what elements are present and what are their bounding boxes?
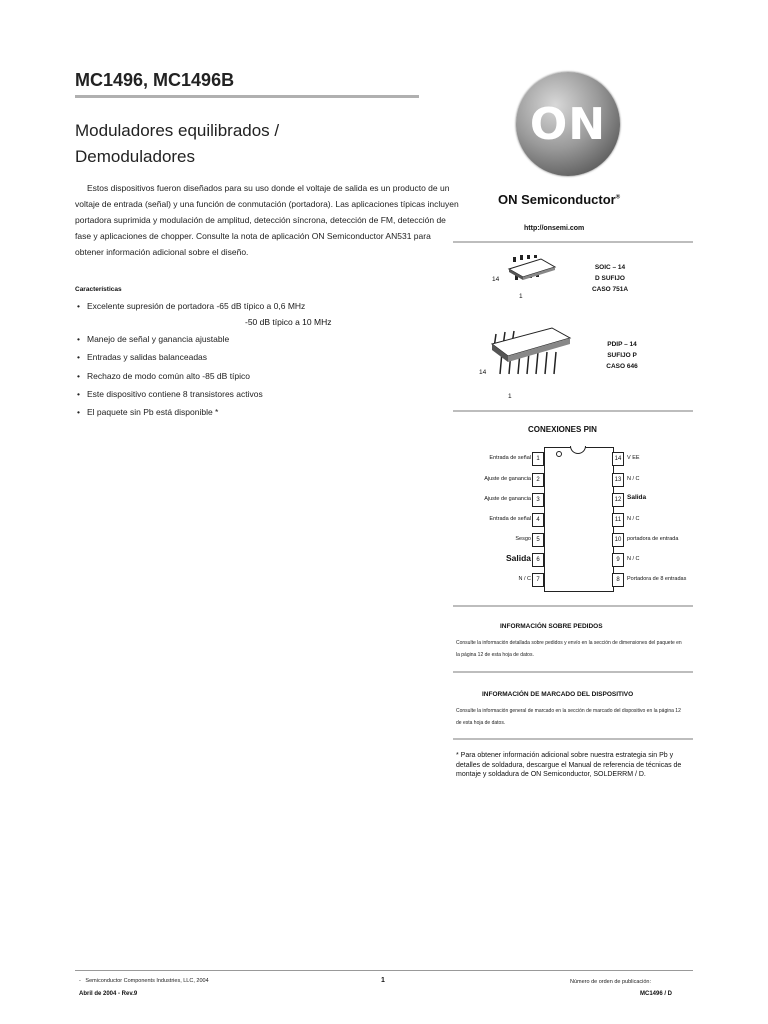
feature-item: • Excelente supresión de portadora -65 dB típico a 0,6 MHz	[77, 301, 306, 311]
page-number: 1	[381, 977, 385, 984]
pin-number-right: 11	[612, 513, 624, 527]
title-rule	[75, 95, 419, 98]
document-title: MC1496, MC1496B	[75, 70, 235, 90]
pdip-package-icon	[488, 322, 574, 384]
pin-label-left: Salida	[505, 553, 531, 563]
soic-package-icon	[505, 255, 565, 285]
pin-number-right: 8	[612, 573, 624, 587]
feature-item: • Rechazo de modo común alto -85 dB típico	[77, 371, 251, 381]
heading-line-2: Demoduladores	[75, 147, 196, 166]
feature-continuation: -50 dB típico a 10 MHz	[245, 317, 332, 327]
logo-text: ON	[529, 98, 607, 150]
pdip-label: PDIP – 14 SUFIJO P CASO 646	[606, 341, 638, 370]
ordering-info-text: Consulte la información detallada sobre pedidos y envío en la sección de dimensiones del paquete en la página 12 de esta hoja de datos.	[456, 640, 682, 658]
pin1-indicator	[556, 451, 562, 457]
pin-label-right: N / C	[627, 516, 640, 522]
footer-rule	[75, 970, 693, 971]
pin-number-right: 12	[612, 493, 624, 507]
pin-number-left: 2	[532, 473, 544, 487]
divider	[453, 410, 693, 412]
pin-number-right: 14	[612, 452, 624, 466]
ordering-info-title: INFORMACIÓN SOBRE PEDIDOS	[500, 623, 603, 630]
pin-label-left: N / C	[518, 576, 531, 582]
pin-number-right: 10	[612, 533, 624, 547]
feature-item: • Este dispositivo contiene 8 transistores activos	[77, 389, 263, 399]
pdip-pin-14: 14	[479, 369, 487, 376]
footer-date: Abril de 2004 - Rev.9	[79, 991, 138, 997]
order-number-label: Número de orden de publicación:	[570, 979, 652, 985]
intro-paragraph: Estos dispositivos fueron diseñados para su uso donde el voltaje de salida es un producto de un voltaje de entrada (señal) y una función de conmutación (portadora). Las aplicaciones típicas incluyen portadora suprimida y modulación de amplitud, detección síncrona, detección de FM, detección de fase y aplicaciones de chopper. Consulte la nota de aplicación ON Semiconductor AN531 para obtener información adicional sobre el diseño.	[75, 183, 459, 257]
ic-body	[544, 447, 614, 592]
pin-label-right: N / C	[627, 476, 640, 482]
order-number: MC1496 / D	[640, 991, 673, 997]
divider	[453, 738, 693, 740]
pin-number-right: 9	[612, 553, 624, 567]
pin-number-left: 3	[532, 493, 544, 507]
pin-label-right: portadora de entrada	[627, 536, 679, 542]
features-title: Características	[75, 286, 122, 293]
footer-copyright: - Semiconductor Components Industries, LLC, 2004	[79, 978, 209, 984]
website-url[interactable]: http://onsemi.com	[524, 225, 585, 232]
pin-number-left: 1	[532, 452, 544, 466]
on-semiconductor-logo	[516, 72, 620, 176]
pin-label-right: V EE	[627, 455, 640, 461]
pin-label-right: N / C	[627, 556, 640, 562]
divider	[453, 605, 693, 607]
brand-name: ON Semiconductor®	[498, 192, 621, 207]
pb-free-note: * Para obtener información adicional sobre nuestra estrategia sin Pb y detalles de soldadura, descargue el Manual de referencia de técnicas de montaje y soldadura de ON Semiconductor, SOLDERRM / D.	[456, 752, 682, 778]
pin-number-right: 13	[612, 473, 624, 487]
pin-label-left: Entrada de señal	[489, 455, 531, 461]
pin-number-left: 7	[532, 573, 544, 587]
feature-item: • Manejo de señal y ganancia ajustable	[77, 334, 230, 344]
soic-pin-14: 14	[492, 276, 500, 283]
marking-info-title: INFORMACIÓN DE MARCADO DEL DISPOSITIVO	[482, 691, 634, 698]
pin-label-right: Salida	[627, 494, 647, 501]
soic-pin-1: 1	[519, 293, 523, 300]
soic-label: SOIC – 14 D SUFIJO CASO 751A	[591, 264, 629, 293]
pin-label-left: Ajuste de ganancia	[484, 476, 531, 482]
pin-connections-title: CONEXIONES PIN	[528, 425, 597, 434]
marking-info-text: Consulte la información general de marcado en la sección de marcado del dispositivo en la página 12 de esta hoja de datos.	[456, 708, 681, 726]
pin-label-left: Ajuste de ganancia	[484, 496, 531, 502]
divider	[453, 671, 693, 673]
pin-number-left: 5	[532, 533, 544, 547]
pin-number-left: 4	[532, 513, 544, 527]
heading-line-1: Moduladores equilibrados /	[75, 121, 280, 140]
pin-label-left: Sesgo	[515, 536, 531, 542]
feature-item: • El paquete sin Pb está disponible *	[77, 407, 219, 417]
pin-label-left: Entrada de señal	[489, 516, 531, 522]
pdip-pin-1: 1	[508, 393, 512, 400]
pin-number-left: 6	[532, 553, 544, 567]
pin-label-right: Portadora de 8 entradas	[627, 576, 687, 582]
feature-item: • Entradas y salidas balanceadas	[77, 352, 208, 362]
divider	[453, 241, 693, 243]
